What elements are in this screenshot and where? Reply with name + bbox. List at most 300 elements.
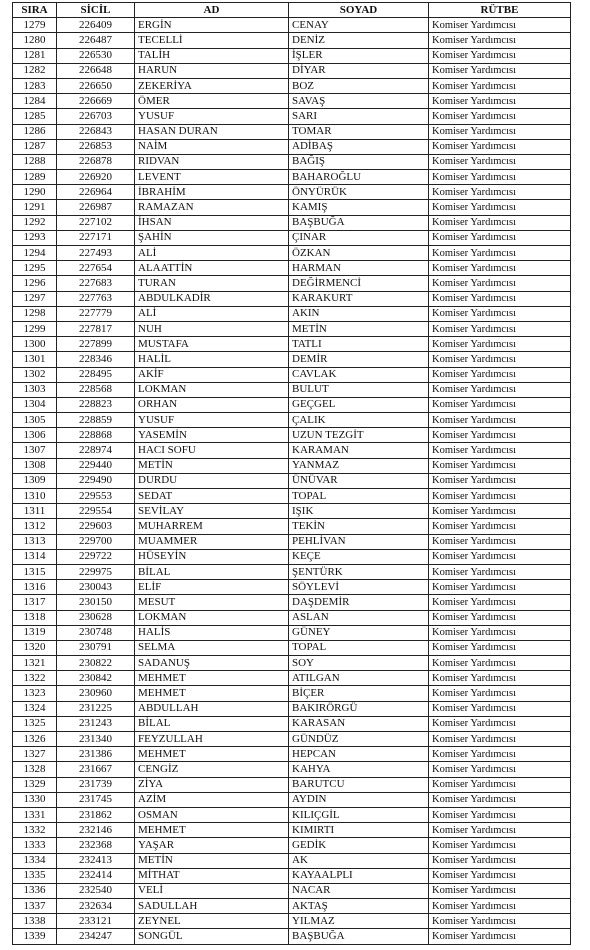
table-row <box>13 124 571 139</box>
table-row <box>13 716 571 731</box>
cell-soyad: METİN <box>289 321 429 336</box>
cell-ad: NUH <box>135 321 289 336</box>
cell-sicil: 227817 <box>57 321 135 336</box>
cell-soyad: IŞIK <box>289 504 429 519</box>
table-row <box>13 853 571 868</box>
cell-ad: OSMAN <box>135 807 289 822</box>
header-sira: SIRA <box>13 3 57 18</box>
cell-sira: 1282 <box>13 63 57 78</box>
cell-ad: SEVİLAY <box>135 504 289 519</box>
cell-rutbe: Komiser Yardımcısı <box>429 443 571 458</box>
cell-rutbe: Komiser Yardımcısı <box>429 823 571 838</box>
cell-rutbe: Komiser Yardımcısı <box>429 473 571 488</box>
table-row <box>13 534 571 549</box>
cell-soyad: ŞENTÜRK <box>289 564 429 579</box>
cell-soyad: ADİBAŞ <box>289 139 429 154</box>
cell-ad: ELİF <box>135 580 289 595</box>
cell-rutbe: Komiser Yardımcısı <box>429 777 571 792</box>
cell-sicil: 226878 <box>57 154 135 169</box>
cell-soyad: KEÇE <box>289 549 429 564</box>
cell-sicil: 227654 <box>57 261 135 276</box>
cell-sira: 1327 <box>13 747 57 762</box>
cell-soyad: GEDİK <box>289 838 429 853</box>
cell-soyad: NACAR <box>289 883 429 898</box>
cell-rutbe: Komiser Yardımcısı <box>429 18 571 33</box>
cell-sicil: 226409 <box>57 18 135 33</box>
cell-rutbe: Komiser Yardımcısı <box>429 321 571 336</box>
cell-soyad: SAVAŞ <box>289 94 429 109</box>
table-row <box>13 18 571 33</box>
cell-soyad: KAMIŞ <box>289 200 429 215</box>
cell-soyad: ÜNÜVAR <box>289 473 429 488</box>
table-row <box>13 458 571 473</box>
cell-ad: BİLAL <box>135 716 289 731</box>
cell-sira: 1300 <box>13 337 57 352</box>
cell-ad: HALİL <box>135 352 289 367</box>
cell-soyad: İŞLER <box>289 48 429 63</box>
table-row <box>13 671 571 686</box>
cell-soyad: BAĞIŞ <box>289 154 429 169</box>
header-ad: AD <box>135 3 289 18</box>
table-row <box>13 352 571 367</box>
cell-sira: 1301 <box>13 352 57 367</box>
cell-sicil: 227493 <box>57 246 135 261</box>
table-row <box>13 625 571 640</box>
cell-rutbe: Komiser Yardımcısı <box>429 200 571 215</box>
table-row <box>13 838 571 853</box>
cell-rutbe: Komiser Yardımcısı <box>429 139 571 154</box>
table-row <box>13 549 571 564</box>
cell-sicil: 230842 <box>57 671 135 686</box>
cell-rutbe: Komiser Yardımcısı <box>429 291 571 306</box>
cell-rutbe: Komiser Yardımcısı <box>429 625 571 640</box>
cell-sicil: 230748 <box>57 625 135 640</box>
cell-rutbe: Komiser Yardımcısı <box>429 580 571 595</box>
table-row <box>13 640 571 655</box>
cell-ad: ABDULLAH <box>135 701 289 716</box>
table-row <box>13 246 571 261</box>
cell-sira: 1304 <box>13 397 57 412</box>
cell-sicil: 226487 <box>57 33 135 48</box>
table-row <box>13 504 571 519</box>
cell-sira: 1322 <box>13 671 57 686</box>
cell-rutbe: Komiser Yardımcısı <box>429 504 571 519</box>
cell-ad: ERGİN <box>135 18 289 33</box>
cell-ad: ALİ <box>135 246 289 261</box>
cell-sira: 1333 <box>13 838 57 853</box>
cell-soyad: GÜNEY <box>289 625 429 640</box>
cell-rutbe: Komiser Yardımcısı <box>429 671 571 686</box>
cell-ad: DURDU <box>135 473 289 488</box>
cell-soyad: AK <box>289 853 429 868</box>
cell-sira: 1279 <box>13 18 57 33</box>
cell-sira: 1318 <box>13 610 57 625</box>
cell-sicil: 234247 <box>57 929 135 944</box>
cell-sira: 1319 <box>13 625 57 640</box>
cell-sira: 1295 <box>13 261 57 276</box>
table-row <box>13 747 571 762</box>
cell-rutbe: Komiser Yardımcısı <box>429 807 571 822</box>
table-row <box>13 170 571 185</box>
cell-ad: MUHARREM <box>135 519 289 534</box>
table-row <box>13 33 571 48</box>
cell-soyad: KAHYA <box>289 762 429 777</box>
cell-sicil: 230628 <box>57 610 135 625</box>
table-row <box>13 428 571 443</box>
cell-rutbe: Komiser Yardımcısı <box>429 534 571 549</box>
table-row <box>13 78 571 93</box>
cell-sira: 1315 <box>13 564 57 579</box>
cell-soyad: BARUTCU <box>289 777 429 792</box>
cell-rutbe: Komiser Yardımcısı <box>429 215 571 230</box>
cell-soyad: BİÇER <box>289 686 429 701</box>
header-rutbe: RÜTBE <box>429 3 571 18</box>
cell-sicil: 227102 <box>57 215 135 230</box>
cell-sira: 1336 <box>13 883 57 898</box>
cell-soyad: BULUT <box>289 382 429 397</box>
cell-soyad: BAŞBUĞA <box>289 215 429 230</box>
cell-sira: 1306 <box>13 428 57 443</box>
cell-sira: 1294 <box>13 246 57 261</box>
cell-rutbe: Komiser Yardımcısı <box>429 397 571 412</box>
cell-sira: 1337 <box>13 899 57 914</box>
cell-soyad: TATLI <box>289 337 429 352</box>
cell-sira: 1297 <box>13 291 57 306</box>
cell-sicil: 228568 <box>57 382 135 397</box>
cell-sira: 1303 <box>13 382 57 397</box>
cell-sicil: 227763 <box>57 291 135 306</box>
cell-soyad: UZUN TEZGİT <box>289 428 429 443</box>
cell-sira: 1311 <box>13 504 57 519</box>
cell-ad: YUSUF <box>135 413 289 428</box>
cell-rutbe: Komiser Yardımcısı <box>429 306 571 321</box>
cell-sicil: 226648 <box>57 63 135 78</box>
cell-rutbe: Komiser Yardımcısı <box>429 261 571 276</box>
cell-soyad: HARMAN <box>289 261 429 276</box>
cell-sira: 1314 <box>13 549 57 564</box>
cell-rutbe: Komiser Yardımcısı <box>429 48 571 63</box>
cell-soyad: KARAKURT <box>289 291 429 306</box>
cell-rutbe: Komiser Yardımcısı <box>429 519 571 534</box>
cell-sicil: 227779 <box>57 306 135 321</box>
table-row <box>13 868 571 883</box>
table-row <box>13 321 571 336</box>
cell-sira: 1335 <box>13 868 57 883</box>
cell-sicil: 228346 <box>57 352 135 367</box>
personnel-table <box>12 2 571 945</box>
cell-rutbe: Komiser Yardımcısı <box>429 124 571 139</box>
cell-sicil: 230150 <box>57 595 135 610</box>
cell-ad: ORHAN <box>135 397 289 412</box>
cell-sira: 1289 <box>13 170 57 185</box>
cell-rutbe: Komiser Yardımcısı <box>429 78 571 93</box>
table-row <box>13 807 571 822</box>
table-row <box>13 276 571 291</box>
cell-sira: 1299 <box>13 321 57 336</box>
cell-rutbe: Komiser Yardımcısı <box>429 489 571 504</box>
table-row <box>13 382 571 397</box>
table-row <box>13 443 571 458</box>
cell-soyad: CENAY <box>289 18 429 33</box>
cell-ad: NAİM <box>135 139 289 154</box>
cell-sira: 1305 <box>13 413 57 428</box>
cell-sicil: 230960 <box>57 686 135 701</box>
cell-sira: 1334 <box>13 853 57 868</box>
cell-ad: SELMA <box>135 640 289 655</box>
cell-ad: İBRAHİM <box>135 185 289 200</box>
cell-rutbe: Komiser Yardımcısı <box>429 747 571 762</box>
table-row <box>13 732 571 747</box>
cell-sira: 1338 <box>13 914 57 929</box>
table-row <box>13 215 571 230</box>
header-sicil: SİCİL <box>57 3 135 18</box>
cell-sira: 1324 <box>13 701 57 716</box>
cell-sira: 1309 <box>13 473 57 488</box>
cell-ad: ABDULKADİR <box>135 291 289 306</box>
cell-soyad: GEÇGEL <box>289 397 429 412</box>
cell-soyad: TOPAL <box>289 489 429 504</box>
cell-sicil: 228859 <box>57 413 135 428</box>
cell-rutbe: Komiser Yardımcısı <box>429 185 571 200</box>
table-row <box>13 929 571 944</box>
cell-rutbe: Komiser Yardımcısı <box>429 656 571 671</box>
table-row <box>13 762 571 777</box>
cell-ad: MİTHAT <box>135 868 289 883</box>
cell-sicil: 232414 <box>57 868 135 883</box>
cell-ad: ALİ <box>135 306 289 321</box>
cell-soyad: BOZ <box>289 78 429 93</box>
cell-ad: SADULLAH <box>135 899 289 914</box>
cell-soyad: DİYAR <box>289 63 429 78</box>
cell-sicil: 229722 <box>57 549 135 564</box>
table-row <box>13 595 571 610</box>
table-row <box>13 701 571 716</box>
cell-sicil: 232146 <box>57 823 135 838</box>
table-row <box>13 656 571 671</box>
cell-rutbe: Komiser Yardımcısı <box>429 610 571 625</box>
table-row <box>13 413 571 428</box>
table-row <box>13 200 571 215</box>
cell-soyad: KAYAALPLI <box>289 868 429 883</box>
table-row <box>13 777 571 792</box>
cell-sira: 1323 <box>13 686 57 701</box>
table-row <box>13 564 571 579</box>
cell-sicil: 229975 <box>57 564 135 579</box>
cell-ad: BİLAL <box>135 564 289 579</box>
cell-ad: MEHMET <box>135 686 289 701</box>
cell-ad: LOKMAN <box>135 610 289 625</box>
cell-ad: SADANUŞ <box>135 656 289 671</box>
cell-ad: TURAN <box>135 276 289 291</box>
cell-sicil: 231745 <box>57 792 135 807</box>
cell-sira: 1325 <box>13 716 57 731</box>
cell-ad: SONGÜL <box>135 929 289 944</box>
cell-ad: AZİM <box>135 792 289 807</box>
cell-sicil: 226703 <box>57 109 135 124</box>
cell-sicil: 231243 <box>57 716 135 731</box>
table-row <box>13 48 571 63</box>
table-row <box>13 792 571 807</box>
cell-soyad: ASLAN <box>289 610 429 625</box>
cell-sicil: 226987 <box>57 200 135 215</box>
cell-soyad: KARAMAN <box>289 443 429 458</box>
cell-ad: SEDAT <box>135 489 289 504</box>
cell-sicil: 226920 <box>57 170 135 185</box>
cell-rutbe: Komiser Yardımcısı <box>429 276 571 291</box>
cell-rutbe: Komiser Yardımcısı <box>429 109 571 124</box>
cell-sicil: 226853 <box>57 139 135 154</box>
cell-sira: 1331 <box>13 807 57 822</box>
cell-sicil: 231667 <box>57 762 135 777</box>
table-row <box>13 610 571 625</box>
cell-soyad: AYDIN <box>289 792 429 807</box>
cell-soyad: KILIÇGİL <box>289 807 429 822</box>
cell-ad: MUSTAFA <box>135 337 289 352</box>
cell-ad: METİN <box>135 853 289 868</box>
cell-sicil: 229700 <box>57 534 135 549</box>
cell-rutbe: Komiser Yardımcısı <box>429 458 571 473</box>
cell-sira: 1296 <box>13 276 57 291</box>
cell-sicil: 231862 <box>57 807 135 822</box>
cell-sira: 1281 <box>13 48 57 63</box>
cell-soyad: GÜNDÜZ <box>289 732 429 747</box>
cell-rutbe: Komiser Yardımcısı <box>429 170 571 185</box>
cell-sira: 1329 <box>13 777 57 792</box>
cell-sira: 1302 <box>13 367 57 382</box>
table-row <box>13 185 571 200</box>
cell-sicil: 232413 <box>57 853 135 868</box>
cell-ad: YUSUF <box>135 109 289 124</box>
cell-sira: 1280 <box>13 33 57 48</box>
cell-sira: 1286 <box>13 124 57 139</box>
cell-ad: ŞAHİN <box>135 230 289 245</box>
cell-rutbe: Komiser Yardımcısı <box>429 899 571 914</box>
cell-soyad: DAŞDEMİR <box>289 595 429 610</box>
cell-sicil: 228974 <box>57 443 135 458</box>
cell-ad: MUAMMER <box>135 534 289 549</box>
cell-sira: 1332 <box>13 823 57 838</box>
cell-sicil: 226669 <box>57 94 135 109</box>
cell-rutbe: Komiser Yardımcısı <box>429 838 571 853</box>
cell-ad: HACI SOFU <box>135 443 289 458</box>
cell-ad: MEHMET <box>135 671 289 686</box>
cell-rutbe: Komiser Yardımcısı <box>429 428 571 443</box>
cell-soyad: YILMAZ <box>289 914 429 929</box>
cell-soyad: ÖZKAN <box>289 246 429 261</box>
cell-ad: MEHMET <box>135 747 289 762</box>
cell-sicil: 232368 <box>57 838 135 853</box>
cell-rutbe: Komiser Yardımcısı <box>429 762 571 777</box>
cell-ad: ALAATTİN <box>135 261 289 276</box>
cell-sira: 1313 <box>13 534 57 549</box>
table-row <box>13 914 571 929</box>
cell-soyad: TOMAR <box>289 124 429 139</box>
cell-sicil: 229554 <box>57 504 135 519</box>
cell-sicil: 232540 <box>57 883 135 898</box>
cell-sira: 1290 <box>13 185 57 200</box>
table-row <box>13 291 571 306</box>
cell-sicil: 227171 <box>57 230 135 245</box>
cell-soyad: YANMAZ <box>289 458 429 473</box>
cell-sicil: 230043 <box>57 580 135 595</box>
cell-sira: 1285 <box>13 109 57 124</box>
cell-ad: CENGİZ <box>135 762 289 777</box>
cell-sira: 1321 <box>13 656 57 671</box>
cell-sicil: 228495 <box>57 367 135 382</box>
cell-sicil: 229440 <box>57 458 135 473</box>
header-row <box>13 3 571 18</box>
cell-sicil: 228868 <box>57 428 135 443</box>
cell-soyad: ÇINAR <box>289 230 429 245</box>
table-row <box>13 230 571 245</box>
cell-ad: YASEMİN <box>135 428 289 443</box>
table-row <box>13 63 571 78</box>
cell-ad: METİN <box>135 458 289 473</box>
cell-sicil: 229553 <box>57 489 135 504</box>
cell-soyad: CAVLAK <box>289 367 429 382</box>
cell-soyad: DEĞİRMENCİ <box>289 276 429 291</box>
cell-soyad: TOPAL <box>289 640 429 655</box>
cell-soyad: HEPCAN <box>289 747 429 762</box>
cell-sicil: 229603 <box>57 519 135 534</box>
cell-sicil: 227899 <box>57 337 135 352</box>
cell-rutbe: Komiser Yardımcısı <box>429 382 571 397</box>
cell-ad: İHSAN <box>135 215 289 230</box>
cell-soyad: ÖNYÜRÜK <box>289 185 429 200</box>
cell-soyad: ATILGAN <box>289 671 429 686</box>
cell-rutbe: Komiser Yardımcısı <box>429 595 571 610</box>
cell-soyad: TEKİN <box>289 519 429 534</box>
cell-sicil: 230822 <box>57 656 135 671</box>
table-row <box>13 686 571 701</box>
table-row <box>13 139 571 154</box>
cell-sira: 1330 <box>13 792 57 807</box>
cell-soyad: BAHAROĞLU <box>289 170 429 185</box>
cell-ad: MEHMET <box>135 823 289 838</box>
cell-soyad: AKTAŞ <box>289 899 429 914</box>
cell-sira: 1317 <box>13 595 57 610</box>
table-row <box>13 519 571 534</box>
cell-sira: 1284 <box>13 94 57 109</box>
cell-ad: HARUN <box>135 63 289 78</box>
cell-rutbe: Komiser Yardımcısı <box>429 853 571 868</box>
cell-ad: HALİS <box>135 625 289 640</box>
table-row <box>13 109 571 124</box>
cell-soyad: SOY <box>289 656 429 671</box>
cell-sira: 1312 <box>13 519 57 534</box>
cell-sira: 1293 <box>13 230 57 245</box>
cell-rutbe: Komiser Yardımcısı <box>429 701 571 716</box>
cell-rutbe: Komiser Yardımcısı <box>429 352 571 367</box>
cell-sicil: 226964 <box>57 185 135 200</box>
table-row <box>13 94 571 109</box>
cell-soyad: KARASAN <box>289 716 429 731</box>
cell-sicil: 231225 <box>57 701 135 716</box>
cell-ad: ZİYA <box>135 777 289 792</box>
cell-ad: ZEYNEL <box>135 914 289 929</box>
cell-sira: 1320 <box>13 640 57 655</box>
cell-sira: 1307 <box>13 443 57 458</box>
cell-soyad: KIMIRTI <box>289 823 429 838</box>
cell-soyad: PEHLİVAN <box>289 534 429 549</box>
cell-soyad: DEMİR <box>289 352 429 367</box>
cell-rutbe: Komiser Yardımcısı <box>429 154 571 169</box>
cell-soyad: BAŞBUĞA <box>289 929 429 944</box>
cell-sicil: 231386 <box>57 747 135 762</box>
cell-sira: 1308 <box>13 458 57 473</box>
cell-rutbe: Komiser Yardımcısı <box>429 413 571 428</box>
cell-rutbe: Komiser Yardımcısı <box>429 246 571 261</box>
